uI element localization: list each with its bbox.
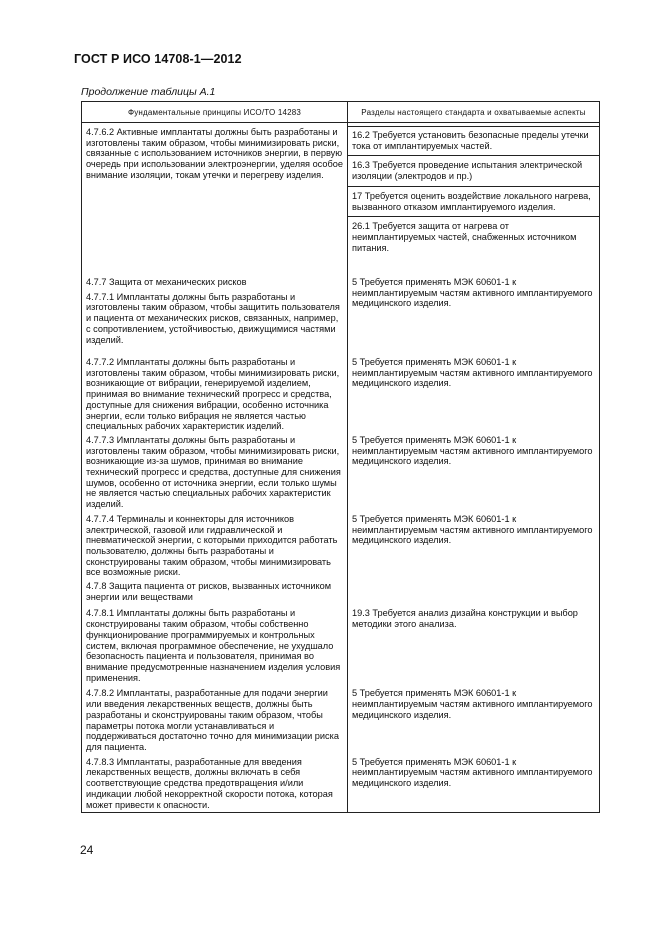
table-row [82,355,600,434]
principle-heading: 4.7.8 Защита пациента от рисков, вызванных источником энергии или веществами [86,581,332,602]
principle-cell [82,434,348,512]
principle-text: 4.7.7.3 Имплантаты должны быть разработаны и изготовлены таким образом, чтобы минимизировать риски, возникающие из-за шумов, принимая во внимание технический прогресс и средства, доступные для снижения шумов, особенно от источника энергии, если только шумы не является частью специальных рабочих характеристик изделий. [86,434,341,510]
table-header-row [82,102,600,123]
section-ref: 5 Требуется применять МЭК 60601-1 к неимплантируемым частям активного имплантируемого медицинского изделия. [352,756,593,789]
page-number: 24 [80,843,94,857]
principle-cell [82,355,348,434]
section-ref: 17 Требуется оценить воздействие локального нагрева, вызванного отказом имплантируемого изделия. [348,191,599,217]
principle-cell [82,755,348,813]
table-row [82,275,600,355]
table-row [82,123,600,276]
principle-text: 4.7.8.3 Имплантаты, разработанные для введения лекарственных веществ, должны включать в себя соответствующие средства предотвращения и/или индикации любой некорректной скорости потока, которая может привести к опасности. [86,756,333,810]
principle-text: 4.7.7.1 Имплантаты должны быть разработаны и изготовлены таким образом, чтобы защитить пользователя и пациента от механических рисков, связанных, например, с сопротивлением, устойчивостью, движущимися частями изделий. [86,291,340,345]
principle-text: 4.7.8.2 Имплантаты, разработанные для подачи энергии или введения лекарственных веществ, должны быть разработаны и сконструированы таким образом, чтобы параметры потока могли устанавливаться и поддерживаться достаточно точно для минимизации риска для пациента. [86,688,339,752]
section-cell [348,434,600,512]
section-cell [348,512,600,605]
principle-cell [82,686,348,754]
table-row [82,604,600,686]
principle-text: 4.7.7.4 Терминалы и коннекторы для источников электрической, газовой или гидравлической и пневматической энергии, с которыми приходится работать пользователю, должны быть разработаны и сконструированы таким образом, чтобы минимизировать все возможные риски. [86,513,338,578]
section-ref: 5 Требуется применять МЭК 60601-1 к неимплантируемым частям активного имплантируемого медицинского изделия. [352,434,593,467]
table-continuation-caption: Продолжение таблицы А.1 [81,86,216,98]
principle-cell [82,275,348,355]
section-ref: 5 Требуется применять МЭК 60601-1 к неимплантируемым частям активного имплантируемого медицинского изделия. [352,688,593,720]
section-ref: 16.2 Требуется установить безопасные пределы утечки тока от имплантируемых частей. [348,126,599,156]
document-title: ГОСТ Р ИСО 14708-1—2012 [74,52,242,66]
table-row [82,686,600,754]
section-ref: 5 Требуется применять МЭК 60601-1 к неимплантируемым частям активного имплантируемого медицинского изделия. [352,357,593,389]
column-header-sections: Разделы настоящего стандарта и охватываемые аспекты [348,102,600,123]
table-row [82,512,600,605]
principle-cell [82,512,348,605]
principle-cell [82,123,348,276]
section-ref: 5 Требуется применять МЭК 60601-1 к неимплантируемым частям активного имплантируемого медицинского изделия. [352,513,593,546]
section-ref: 16.3 Требуется проведение испытания электрической изоляции (электродов и пр.) [348,160,599,186]
section-ref: 19.3 Требуется анализ дизайна конструкции и выбор методики этого анализа. [352,608,578,630]
principle-heading: 4.7.7 Защита от механических рисков [86,277,247,287]
principle-text: 4.7.6.2 Активные имплантаты должны быть разработаны и изготовлены таким образом, чтобы минимизировать риски, связанные с использованием источников энергии, в первую очередь при использовании электроэнергии, уделяя особое внимание изоляции, токам утечки и перегреву изделия. [86,127,343,180]
principle-text: 4.7.7.2 Имплантаты должны быть разработаны и изготовлены таким образом, чтобы минимизировать риски, возникающие от вибрации, генерируемой изделием, принимая во внимание технический прогресс и средства, доступные для снижения вибрации, особенно источника энергии, если только вибрация не является частью специальных рабочих характеристик изделий. [86,357,340,432]
section-ref: 26.1 Требуется защита от нагрева от неимплантируемых частей, снабженных источником питания. [352,221,577,253]
section-cell [348,686,600,754]
table-row [82,434,600,512]
section-cell [348,355,600,434]
section-cell [348,604,600,686]
section-cell [348,123,600,276]
section-cell [348,755,600,813]
section-cell [348,275,600,355]
column-header-principles: Фундаментальные принципы ИСО/ТО 14283 [82,102,348,123]
table-row [82,755,600,813]
section-ref: 5 Требуется применять МЭК 60601-1 к неимплантируемым частям активного имплантируемого медицинского изделия. [352,277,593,309]
principle-text: 4.7.8.1 Имплантаты должны быть разработаны и сконструированы таким образом, чтобы собственно функционирование программируемых и контрольных систем, включая программное обеспечение, не ухудшало безопасность пациента и пользователя, принимая во внимание предусмотренные назначением изделия условия применения. [86,608,341,683]
principle-cell [82,604,348,686]
requirements-table [81,101,600,813]
